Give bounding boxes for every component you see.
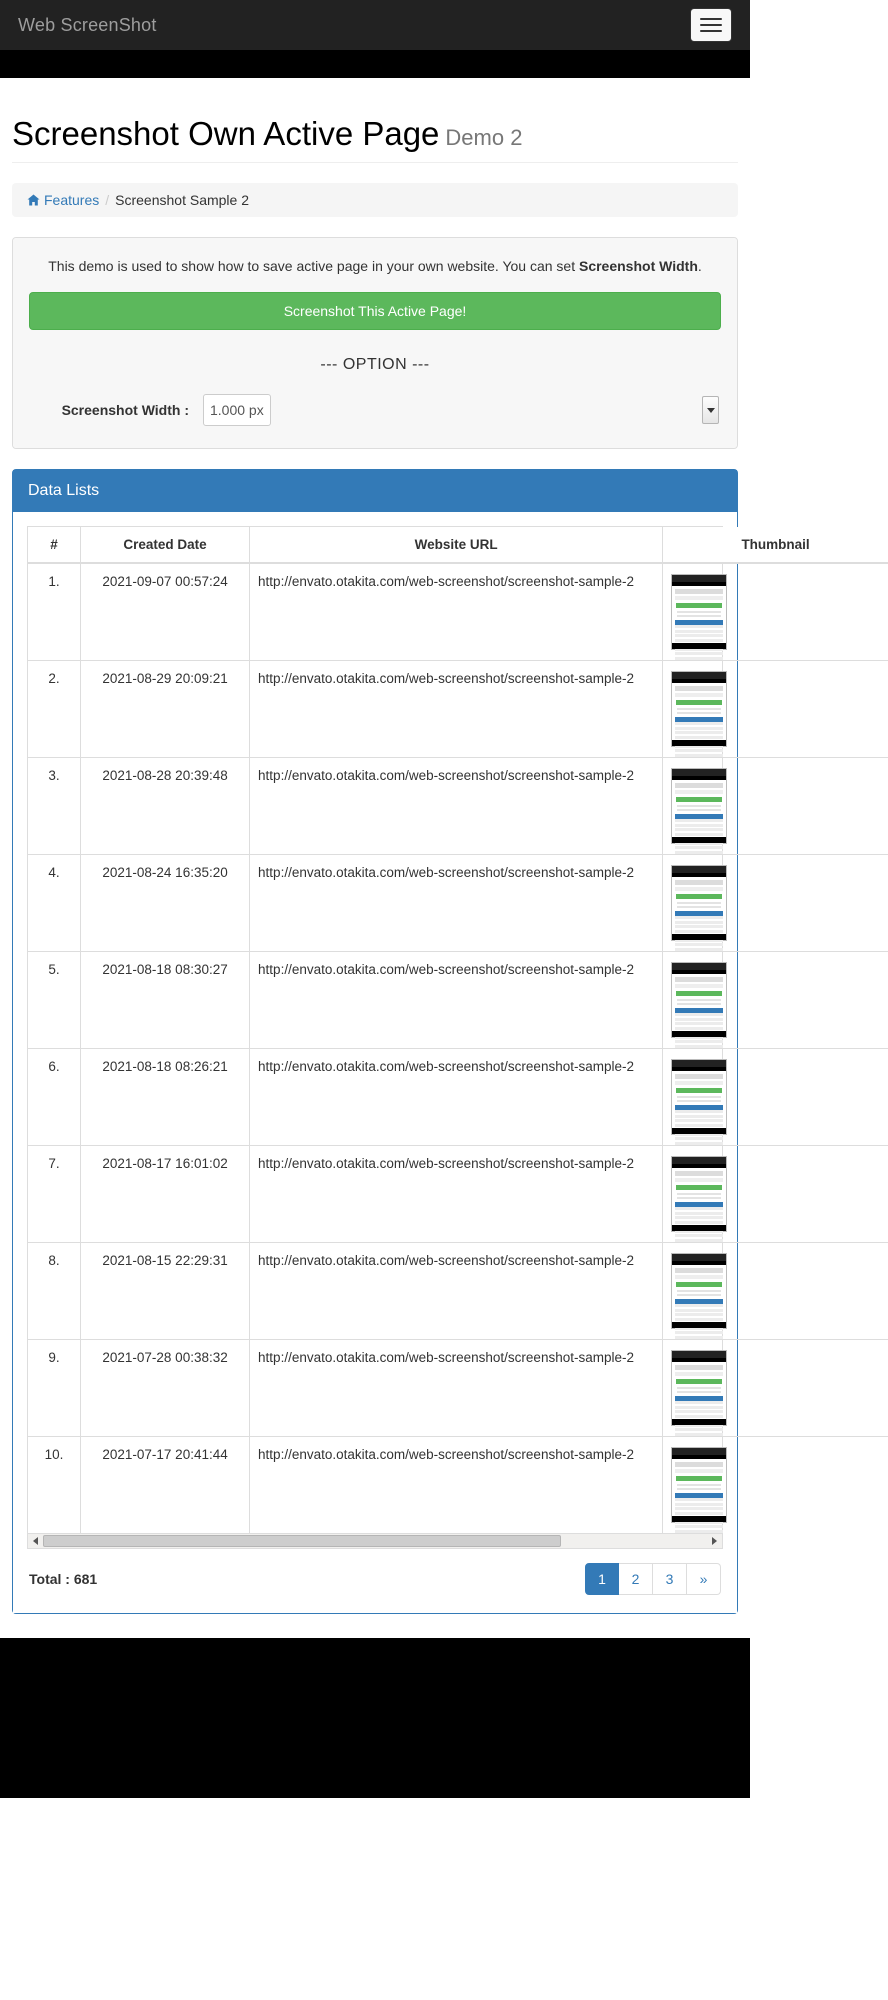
breadcrumb-item-features[interactable] <box>27 192 99 208</box>
cell-website-url: http://envato.otakita.com/web-screenshot/screenshot-sample-2 <box>250 758 663 855</box>
cell-num: 9. <box>28 1340 81 1437</box>
table-row <box>28 855 888 952</box>
screenshot-width-select-wrap <box>203 394 721 426</box>
thumbnail-image[interactable] <box>671 1156 727 1232</box>
scrollbar-thumb[interactable] <box>43 1535 561 1547</box>
data-lists-panel <box>12 469 810 1614</box>
cell-thumbnail <box>663 1437 888 1534</box>
screenshot-width-select[interactable] <box>203 394 271 426</box>
thumbnail-image[interactable] <box>671 671 727 747</box>
hamburger-bar <box>700 30 722 32</box>
thumbnail-image[interactable] <box>671 962 727 1038</box>
cell-website-url: http://envato.otakita.com/web-screenshot/screenshot-sample-2 <box>250 563 663 661</box>
chevron-down-icon <box>702 396 719 424</box>
table-body <box>28 563 888 1533</box>
cell-thumbnail <box>663 1049 888 1146</box>
table-row <box>28 1243 888 1340</box>
demo-description-bold: Screenshot Width <box>578 258 698 275</box>
data-lists-heading: Data Lists <box>13 470 737 512</box>
table-footer <box>27 1549 723 1599</box>
cell-thumbnail <box>663 855 888 952</box>
pagination <box>585 1563 721 1595</box>
cell-num: 6. <box>28 1049 81 1146</box>
cell-created-date: 2021-07-17 20:41:44 <box>81 1437 250 1534</box>
demo-description-part1: This demo is used to show how to save active page in your own website. You can set <box>48 258 579 275</box>
cell-website-url: http://envato.otakita.com/web-screenshot/screenshot-sample-2 <box>250 661 663 758</box>
navbar-brand[interactable]: Web ScreenShot <box>18 14 157 35</box>
hamburger-bar <box>700 18 722 20</box>
cell-created-date: 2021-08-28 20:39:48 <box>81 758 250 855</box>
pagination-link[interactable]: 3 <box>653 1563 687 1595</box>
column-header-thumbnail: Thumbnail <box>663 527 888 563</box>
breadcrumb <box>12 183 738 217</box>
cell-created-date: 2021-09-07 00:57:24 <box>81 563 250 661</box>
cell-thumbnail <box>663 563 888 661</box>
cell-num: 10. <box>28 1437 81 1534</box>
page-container <box>0 78 810 1614</box>
table-row <box>28 1437 888 1534</box>
breadcrumb-label-features: Features <box>44 192 100 209</box>
hamburger-menu-icon[interactable] <box>690 8 732 42</box>
screenshot-width-row <box>29 394 721 426</box>
cell-created-date: 2021-08-18 08:26:21 <box>81 1049 250 1146</box>
pagination-link[interactable]: » <box>687 1563 721 1595</box>
horizontal-scrollbar[interactable] <box>27 1533 723 1549</box>
thumbnail-image[interactable] <box>671 768 727 844</box>
cell-thumbnail <box>663 758 888 855</box>
thumbnail-image[interactable] <box>671 1059 727 1135</box>
thumbnail-image[interactable] <box>671 1350 727 1426</box>
table-row <box>28 1049 888 1146</box>
cell-num: 5. <box>28 952 81 1049</box>
table-row <box>28 952 888 1049</box>
top-navbar <box>0 0 750 50</box>
cell-num: 3. <box>28 758 81 855</box>
cell-num: 1. <box>28 563 81 661</box>
cell-created-date: 2021-08-24 16:35:20 <box>81 855 250 952</box>
cell-num: 2. <box>28 661 81 758</box>
cell-created-date: 2021-08-15 22:29:31 <box>81 1243 250 1340</box>
table-header-row <box>28 527 888 563</box>
breadcrumb-current: Screenshot Sample 2 <box>115 192 249 209</box>
hamburger-bar <box>700 24 722 26</box>
cell-website-url: http://envato.otakita.com/web-screenshot/screenshot-sample-2 <box>250 1146 663 1243</box>
data-table <box>28 527 888 1533</box>
data-lists-body <box>13 512 810 1613</box>
scroll-right-arrow-icon[interactable] <box>707 1534 722 1548</box>
table-row <box>28 1340 888 1437</box>
cell-num: 7. <box>28 1146 81 1243</box>
cell-thumbnail <box>663 1243 888 1340</box>
demo-panel <box>12 237 738 449</box>
screenshot-active-page-button[interactable]: Screenshot This Active Page! <box>29 292 721 330</box>
cell-num: 4. <box>28 855 81 952</box>
demo-panel-body <box>13 238 737 448</box>
option-title: --- OPTION --- <box>320 356 430 374</box>
cell-thumbnail <box>663 661 888 758</box>
scroll-left-arrow-icon[interactable] <box>28 1534 43 1548</box>
cell-website-url: http://envato.otakita.com/web-screenshot/screenshot-sample-2 <box>250 1243 663 1340</box>
thumbnail-image[interactable] <box>671 1253 727 1329</box>
cell-website-url: http://envato.otakita.com/web-screenshot/screenshot-sample-2 <box>250 1437 663 1534</box>
total-count-label: Total : 681 <box>29 1571 98 1588</box>
cell-num: 8. <box>28 1243 81 1340</box>
cell-created-date: 2021-07-28 00:38:32 <box>81 1340 250 1437</box>
table-row <box>28 563 888 661</box>
thumbnail-image[interactable] <box>671 574 727 650</box>
data-table-scroll-region <box>27 526 810 1533</box>
column-header-created-date: Created Date <box>81 527 250 563</box>
table-row <box>28 661 888 758</box>
thumbnail-image[interactable] <box>671 1447 727 1523</box>
scrollbar-track[interactable] <box>43 1534 707 1548</box>
cell-created-date: 2021-08-29 20:09:21 <box>81 661 250 758</box>
screenshot-width-label: Screenshot Width : <box>61 402 189 419</box>
pagination-link[interactable]: 2 <box>619 1563 653 1595</box>
page-subtitle: Demo 2 <box>445 125 523 150</box>
thumbnail-image[interactable] <box>671 865 727 941</box>
page-title: Screenshot Own Active Page <box>12 115 440 152</box>
cell-thumbnail <box>663 1146 888 1243</box>
page-footer <box>0 1638 750 1798</box>
demo-description <box>29 258 721 274</box>
cell-thumbnail <box>663 952 888 1049</box>
table-row <box>28 758 888 855</box>
cell-website-url: http://envato.otakita.com/web-screenshot/screenshot-sample-2 <box>250 1340 663 1437</box>
cell-website-url: http://envato.otakita.com/web-screenshot/screenshot-sample-2 <box>250 1049 663 1146</box>
cell-created-date: 2021-08-17 16:01:02 <box>81 1146 250 1243</box>
column-header-num: # <box>28 527 81 563</box>
breadcrumb-separator: / <box>105 192 110 209</box>
column-header-website-url: Website URL <box>250 527 663 563</box>
cell-created-date: 2021-08-18 08:30:27 <box>81 952 250 1049</box>
cell-thumbnail <box>663 1340 888 1437</box>
cell-website-url: http://envato.otakita.com/web-screenshot/screenshot-sample-2 <box>250 855 663 952</box>
home-icon <box>27 194 40 206</box>
page-header <box>12 78 738 163</box>
pagination-link[interactable]: 1 <box>585 1563 619 1595</box>
navbar-underbar <box>0 50 750 78</box>
table-row <box>28 1146 888 1243</box>
cell-website-url: http://envato.otakita.com/web-screenshot/screenshot-sample-2 <box>250 952 663 1049</box>
demo-description-part2: . <box>697 258 702 275</box>
